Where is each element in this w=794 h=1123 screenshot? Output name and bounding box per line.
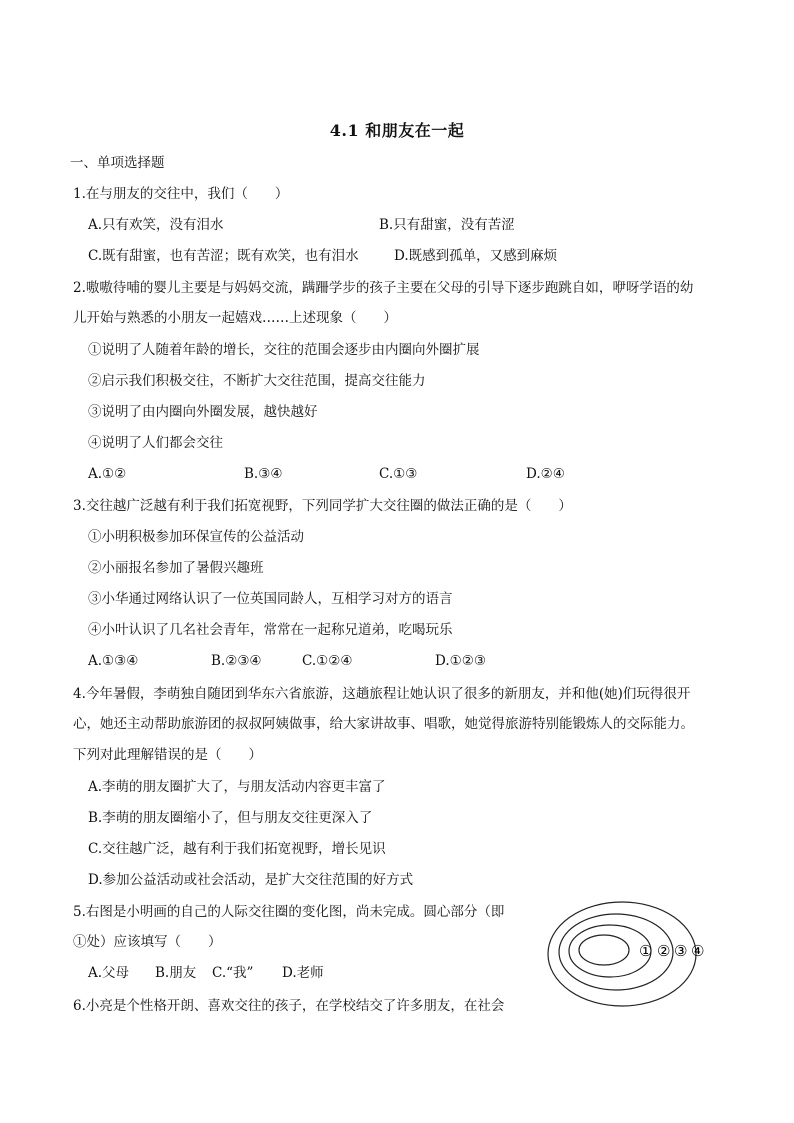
question-3-statement-2: ②小丽报名参加了暑假兴趣班 — [88, 560, 264, 576]
question-4-option-a: A.李萌的朋友圈扩大了，与朋友活动内容更丰富了 — [88, 779, 386, 795]
question-2-option-b: B.③④ — [244, 466, 283, 482]
question-3-option-b: B.②③④ — [211, 653, 262, 669]
question-4-stem-line3: 下列对此理解错误的是（ ） — [73, 747, 262, 763]
question-3-stem: 3.交往越广泛越有利于我们拓宽视野，下列同学扩大交往圈的做法正确的是（ ） — [73, 498, 572, 514]
question-1-option-d: D.既感到孤单，又感到麻烦 — [394, 248, 558, 264]
question-5-stem-line1: 5.右图是小明画的自己的人际交往圈的变化图，尚未完成。圆心部分（即 — [73, 904, 505, 920]
question-5-option-c: C.“我” — [212, 965, 254, 981]
question-2-stem-line1: 2.嗷嗷待哺的婴儿主要是与妈妈交流，蹒跚学步的孩子主要在父母的引导下逐步跑跳自如，咿呀学语的幼 — [73, 280, 694, 296]
question-2-statement-1: ①说明了人随着年龄的增长，交往的范围会逐步由内圈向外圈扩展 — [88, 342, 480, 358]
question-2-option-c: C.①③ — [379, 466, 418, 482]
question-2-statement-2: ②启示我们积极交往，不断扩大交往范围，提高交往能力 — [88, 373, 426, 389]
question-2-statement-4: ④说明了人们都会交往 — [88, 435, 223, 451]
question-4-option-d: D.参加公益活动或社会活动，是扩大交往范围的好方式 — [88, 872, 414, 888]
question-3-statement-4: ④小叶认识了几名社会青年，常常在一起称兄道弟，吃喝玩乐 — [88, 622, 453, 638]
question-2-stem-line2: 儿开始与熟悉的小朋友一起嬉戏……上述现象（ ） — [73, 310, 397, 326]
question-3-statement-1: ①小明积极参加环保宣传的公益活动 — [88, 529, 304, 545]
question-3-statement-3: ③小华通过网络认识了一位英国同龄人，互相学习对方的语言 — [88, 591, 453, 607]
social-circle-diagram — [544, 896, 714, 1016]
question-3-option-a: A.①③④ — [88, 653, 139, 669]
question-3-option-c: C.①②④ — [302, 653, 353, 669]
question-3-option-d: D.①②③ — [435, 653, 486, 669]
diagram-label-2: ② — [657, 942, 671, 960]
question-5-stem-line2: ①处）应该填写（ ） — [73, 934, 222, 950]
question-5-option-b: B.朋友 — [155, 965, 197, 981]
diagram-label-1: ① — [639, 942, 653, 960]
question-2-option-d: D.②④ — [526, 466, 565, 482]
question-4-stem-line2: 心，她还主动帮助旅游团的叔叔阿姨做事，给大家讲故事、唱歌，她觉得旅游特别能锻炼人的交际能力。 — [73, 716, 694, 732]
question-4-stem-line1: 4.今年暑假，李萌独自随团到华东六省旅游，这趟旅程让她认识了很多的新朋友，并和他(她)们玩得很开 — [73, 686, 691, 702]
diagram-label-3: ③ — [674, 942, 688, 960]
question-4-option-b: B.李萌的朋友圈缩小了，但与朋友交往更深入了 — [88, 810, 373, 826]
question-5-option-a: A.父母 — [88, 965, 130, 981]
question-1-option-b: B.只有甜蜜，没有苦涩 — [379, 217, 515, 233]
question-1-option-c: C.既有甜蜜，也有苦涩；既有欢笑，也有泪水 — [88, 248, 359, 264]
question-1-option-a: A.只有欢笑，没有泪水 — [88, 217, 224, 233]
circle-inner-1 — [579, 935, 629, 965]
question-2-option-a: A.①② — [88, 466, 127, 482]
question-2-statement-3: ③说明了由内圈向外圈发展，越快越好 — [88, 404, 318, 420]
page-title: 4.1 和朋友在一起 — [329, 121, 465, 140]
question-5-option-d: D.老师 — [282, 965, 324, 981]
section-heading: 一、单项选择题 — [70, 155, 165, 171]
question-4-option-c: C.交往越广泛，越有利于我们拓宽视野，增长见识 — [88, 841, 386, 857]
diagram-label-4: ④ — [691, 942, 705, 960]
question-6-stem-line1: 6.小亮是个性格开朗、喜欢交往的孩子，在学校结交了许多朋友，在社会 — [73, 998, 505, 1014]
question-1-stem: 1.在与朋友的交往中，我们（ ） — [73, 186, 289, 202]
